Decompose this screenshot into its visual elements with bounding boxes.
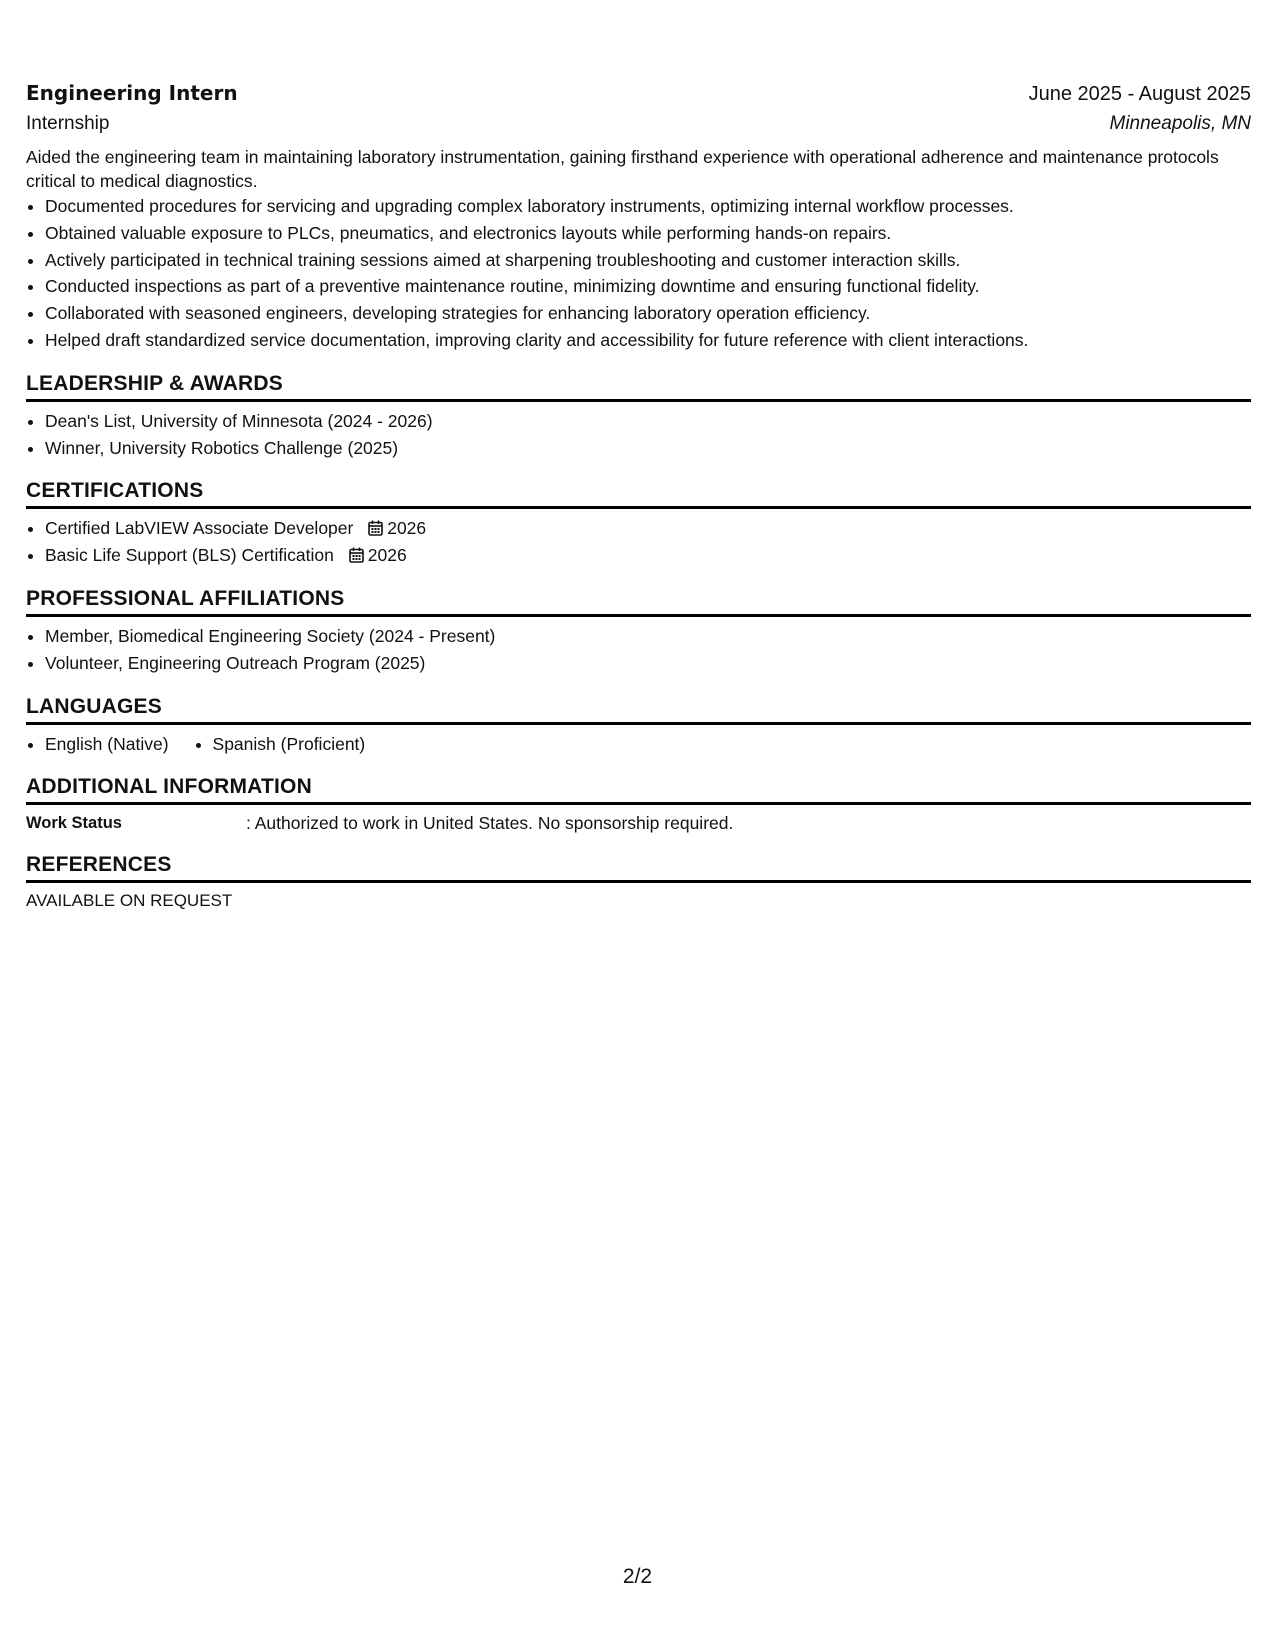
list-item [45,515,1251,542]
section-title: LEADERSHIP & AWARDS [26,370,1251,402]
job-bullet-list [26,193,1251,354]
list-item: • Dean's List, University of Minnesota (2024 - 2026) [45,408,1251,435]
leadership-list [26,408,1251,462]
section-title: LANGUAGES [26,693,1251,725]
work-status-value: : Authorized to work in United States. No sponsorship required. [246,812,734,833]
languages-list [26,731,1251,757]
list-item: • Spanish (Proficient) [213,731,366,757]
section-title: ADDITIONAL INFORMATION [26,773,1251,805]
job-summary: Aided the engineering team in maintaining laboratory instrumentation, gaining firsthand experience with operational adherence and maintenance protocols critical to medical diagnostics. [26,147,1219,191]
affiliations-section [26,585,1251,677]
section-title: REFERENCES [26,851,1251,883]
list-item: • Documented procedures for servicing and upgrading complex laboratory instruments, optimizing internal workflow processes. [45,193,1251,220]
calendar-icon [368,520,383,536]
job-subheader-row [26,109,1251,139]
section-title: CERTIFICATIONS [26,477,1251,509]
list-item: • Actively participated in technical training sessions aimed at sharpening troubleshooting and customer interaction skills. [45,247,1251,274]
job-title: Engineering Intern [26,81,238,105]
job-location: Minneapolis, MN [1109,113,1251,134]
resume-page [26,78,1251,913]
list-item: • Collaborated with seasoned engineers, developing strategies for enhancing laboratory operation efficiency. [45,300,1251,327]
list-item: • English (Native) [45,731,169,757]
work-status-label: Work Status [26,813,122,832]
list-item: • Volunteer, Engineering Outreach Program (2025) [45,650,1251,677]
section-title: PROFESSIONAL AFFILIATIONS [26,585,1251,617]
references-text: AVAILABLE ON REQUEST [26,890,233,910]
certification-name: Basic Life Support (BLS) Certification [45,545,334,566]
job-dates: June 2025 - August 2025 [1028,83,1251,105]
list-item: • Winner, University Robotics Challenge (2025) [45,435,1251,462]
calendar-icon [349,547,364,563]
additional-info-section [26,773,1251,835]
references-section [26,851,1251,913]
list-item: • Member, Biomedical Engineering Society (2024 - Present) [45,623,1251,650]
job-header-row [26,78,1251,109]
list-item: • Conducted inspections as part of a preventive maintenance routine, minimizing downtime and ensuring functional fidelity. [45,273,1251,300]
experience-entry [26,78,1251,354]
certifications-list [26,515,1251,569]
work-status-row [26,811,1251,835]
list-item [45,542,1251,569]
affiliations-list [26,623,1251,677]
certification-year: 2026 [387,518,427,539]
job-type: Internship [26,113,110,134]
list-item: • Helped draft standardized service documentation, improving clarity and accessibility for future reference with client interactions. [45,327,1251,354]
certification-year: 2026 [367,545,407,566]
list-item: • Obtained valuable exposure to PLCs, pneumatics, and electronics layouts while performing hands-on repairs. [45,220,1251,247]
certification-name: Certified LabVIEW Associate Developer [45,518,354,539]
leadership-section [26,370,1251,462]
languages-section [26,693,1251,757]
page-number: 2/2 [622,1565,653,1588]
certifications-section [26,477,1251,569]
